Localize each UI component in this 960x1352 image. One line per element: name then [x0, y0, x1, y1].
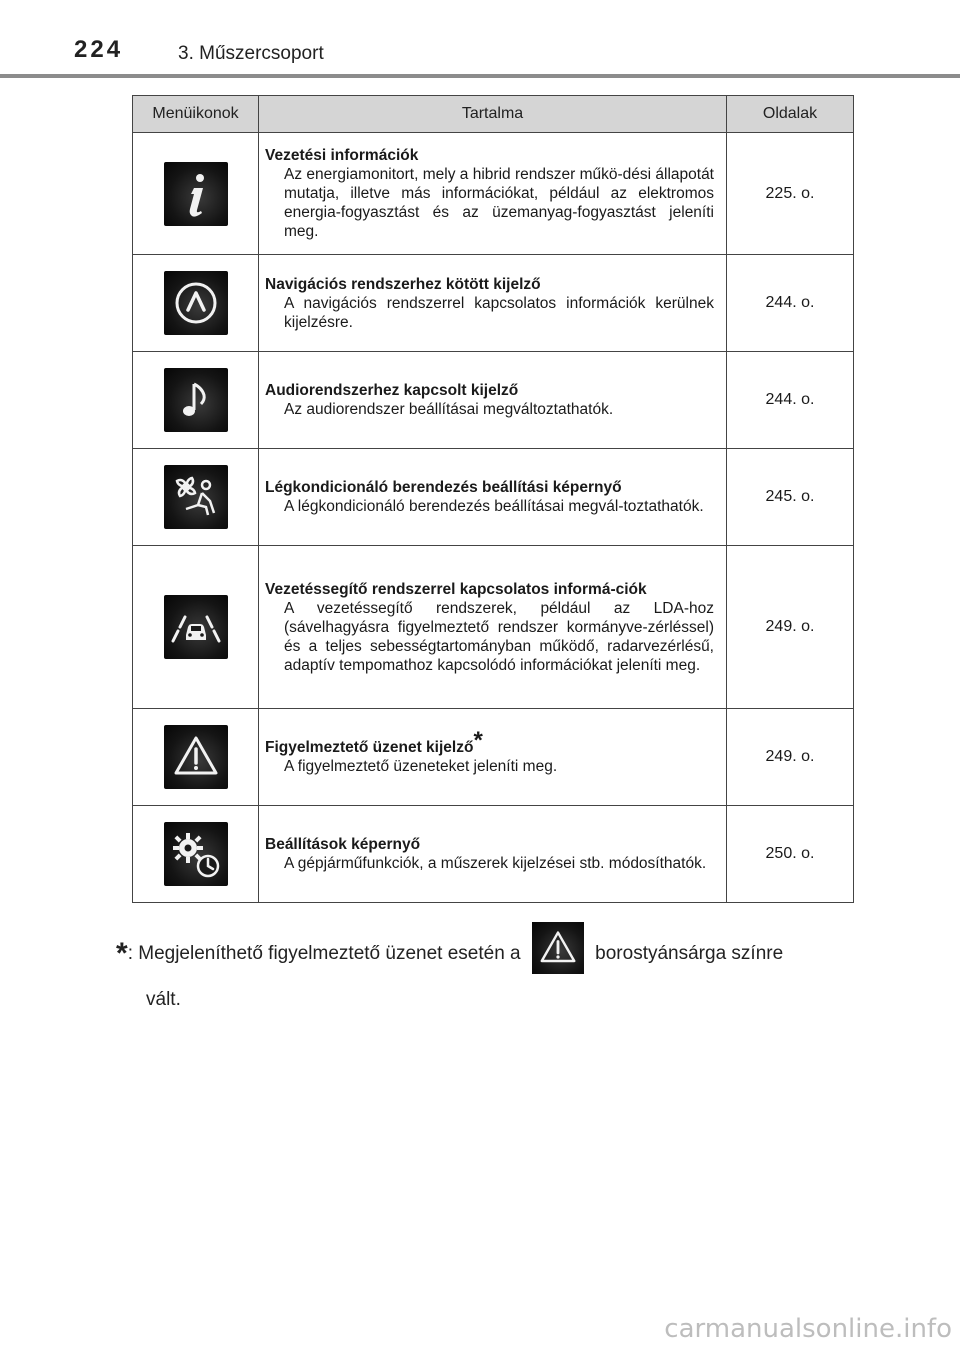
section-title: 3. Műszercsoport	[178, 43, 324, 64]
table-row	[133, 255, 854, 352]
row-title: Figyelmeztető üzenet kijelző	[265, 739, 474, 756]
page-reference: 249. o.	[727, 546, 854, 709]
footnote-text: : Megjeleníthető figyelmeztető üzenet esetén a	[127, 943, 521, 965]
navigation-arrow-icon	[164, 271, 228, 335]
header-pages: Oldalak	[727, 96, 854, 133]
row-description: A vezetéssegítő rendszerek, például az LDA-hoz (sávelhagyásra figyelmeztető rendszer kormányve-zérléssel) és a teljes sebességtartományban működő, radarvezérlésű, adaptív tempomathoz kapcsolódó információkat jeleníti meg.	[284, 599, 714, 674]
music-note-icon	[164, 368, 228, 432]
row-title: Vezetéssegítő rendszerrel kapcsolatos informá-ciók	[265, 580, 647, 598]
warning-triangle-icon	[164, 725, 228, 789]
row-title: Vezetési információk	[265, 147, 419, 164]
table-row	[133, 133, 854, 255]
footnote	[116, 928, 856, 1020]
footnote-text-line2: vált.	[146, 989, 181, 1010]
page-reference: 225. o.	[727, 133, 854, 255]
row-description: A navigációs rendszerrel kapcsolatos információk kerülnek kijelzésre.	[284, 294, 714, 331]
air-conditioning-icon	[164, 465, 228, 529]
header-menu-icons: Menüikonok	[133, 96, 259, 133]
menu-icons-table	[132, 95, 854, 903]
row-description: Az energiamonitort, mely a hibrid rendszer műkö-dési állapotát mutatja, illetve más információkat, például az elektromos energia-fogyasztást és az üzemanyag-fogyasztást jeleníti meg.	[284, 166, 714, 240]
watermark: carmanualsonline.info	[664, 1314, 952, 1344]
row-title: Légkondicionáló berendezés beállítási képernyő	[265, 479, 622, 496]
row-description: Az audiorendszer beállításai megváltoztathatók.	[284, 401, 614, 418]
table-row	[133, 806, 854, 903]
info-icon	[164, 162, 228, 226]
table-row	[133, 352, 854, 449]
table-row	[133, 546, 854, 709]
page-reference: 249. o.	[727, 709, 854, 806]
table-row	[133, 449, 854, 546]
row-title: Navigációs rendszerhez kötött kijelző	[265, 275, 541, 293]
row-description: A figyelmeztető üzeneteket jeleníti meg.	[284, 758, 558, 775]
footnote-marker: *	[473, 727, 483, 754]
row-title: Audiorendszerhez kapcsolt kijelző	[265, 382, 519, 399]
page-reference: 244. o.	[727, 352, 854, 449]
page-number: 224	[74, 36, 124, 63]
page-reference: 244. o.	[727, 255, 854, 352]
table-row	[133, 709, 854, 806]
row-description: A légkondicionáló berendezés beállításai megvál-toztathatók.	[284, 498, 704, 515]
header-content: Tartalma	[259, 96, 727, 133]
settings-gear-clock-icon	[164, 822, 228, 886]
row-description: A gépjárműfunkciók, a műszerek kijelzései stb. módosíthatók.	[284, 855, 707, 872]
page-header	[0, 0, 960, 80]
warning-triangle-icon	[532, 922, 584, 974]
footnote-text-continued: borostyánsárga színre	[595, 943, 784, 965]
page-reference: 250. o.	[727, 806, 854, 903]
row-title: Beállítások képernyő	[265, 836, 421, 853]
footnote-marker: *	[116, 937, 128, 971]
header-divider	[0, 74, 960, 78]
page-reference: 245. o.	[727, 449, 854, 546]
table-header-row	[133, 96, 854, 133]
driving-assist-car-icon	[164, 595, 228, 659]
